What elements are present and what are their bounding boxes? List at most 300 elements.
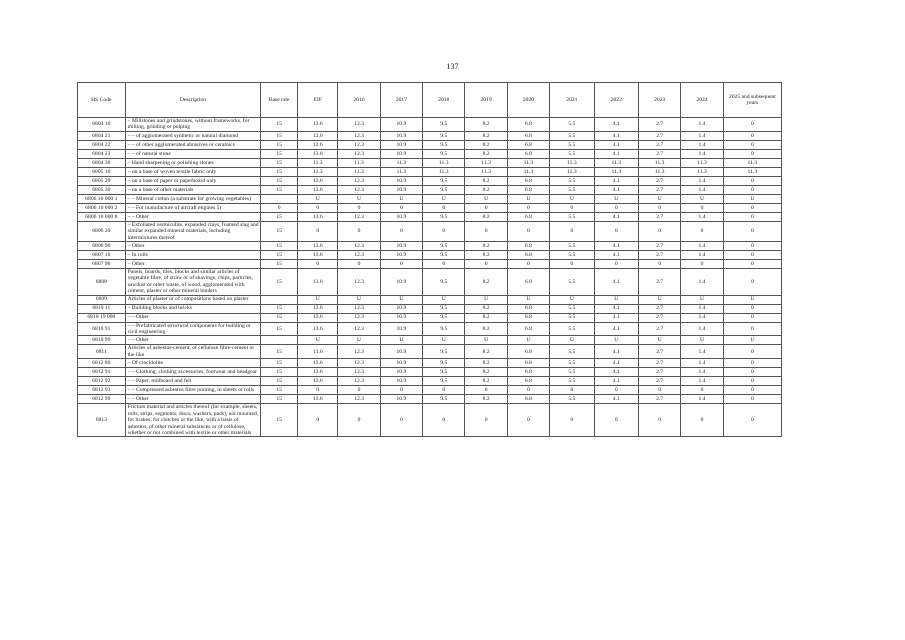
rate-cell: 2.7 xyxy=(639,395,681,404)
rate-cell: 10.9 xyxy=(380,368,422,377)
hs-code-cell: 6804 22 xyxy=(78,140,126,149)
rate-cell: 0 xyxy=(723,386,781,395)
rate-cell: 13.6 xyxy=(298,242,338,251)
rate-cell: 11.3 xyxy=(639,158,681,167)
rate-cell: 5.5 xyxy=(550,212,594,221)
rate-cell: 11.3 xyxy=(338,167,380,176)
rate-cell: 11.3 xyxy=(639,167,681,176)
rate-cell: 2.7 xyxy=(639,359,681,368)
rate-cell: 10.9 xyxy=(380,251,422,260)
rate-cell: 5.5 xyxy=(550,269,594,296)
description-cell: – – Other xyxy=(125,212,261,221)
rate-cell: 4.1 xyxy=(594,313,638,322)
rate-cell: 4.1 xyxy=(594,368,638,377)
rate-cell: 15 xyxy=(261,304,298,313)
rate-cell: 0 xyxy=(723,368,781,377)
rate-cell: 9.5 xyxy=(423,322,465,336)
rate-cell: 10.9 xyxy=(380,345,422,359)
rate-cell: 15 xyxy=(261,322,298,336)
table-row xyxy=(78,167,782,176)
rate-cell: U xyxy=(681,336,723,345)
rate-cell: 0 xyxy=(723,260,781,269)
rate-cell: 1.4 xyxy=(681,212,723,221)
hs-code-cell: 6811 xyxy=(78,345,126,359)
rate-cell: 9.5 xyxy=(423,269,465,296)
table-row xyxy=(78,313,782,322)
rate-cell: 2.7 xyxy=(639,140,681,149)
rate-cell: 12.3 xyxy=(338,131,380,140)
rate-cell: 5.5 xyxy=(550,251,594,260)
rate-cell: U xyxy=(594,194,638,203)
hs-code-cell: 6810 19 000 xyxy=(78,313,126,322)
rate-cell: 0 xyxy=(723,118,781,132)
rate-cell: 12.3 xyxy=(338,269,380,296)
rate-cell: 10.9 xyxy=(380,304,422,313)
rate-cell: 8.2 xyxy=(465,377,507,386)
rate-cell: 15 xyxy=(261,212,298,221)
rate-cell: U xyxy=(639,336,681,345)
rate-cell: 5.5 xyxy=(550,131,594,140)
rate-cell: 0 xyxy=(681,221,723,241)
rate-cell: 15 xyxy=(261,131,298,140)
description-cell: Articles of asbestos-cement, of cellulose fibre-cement or the like xyxy=(125,345,261,359)
rate-cell: 1.4 xyxy=(681,118,723,132)
table-row xyxy=(78,295,782,304)
hs-code-cell: 6812 91 xyxy=(78,368,126,377)
rate-cell: U xyxy=(550,194,594,203)
rate-cell: U xyxy=(550,336,594,345)
hs-code-cell: 6812 80 xyxy=(78,359,126,368)
rate-cell: 12.3 xyxy=(338,377,380,386)
rate-cell: 4.1 xyxy=(594,269,638,296)
rate-cell: 13.6 xyxy=(298,131,338,140)
rate-cell: 1.4 xyxy=(681,345,723,359)
description-cell: – – of agglomerated synthetic or natural diamond xyxy=(125,131,261,140)
table-row xyxy=(78,304,782,313)
table-row xyxy=(78,176,782,185)
rate-cell: 10.9 xyxy=(380,185,422,194)
rate-cell: 12.3 xyxy=(338,345,380,359)
hs-code-cell: 6805 10 xyxy=(78,167,126,176)
rate-cell xyxy=(261,194,298,203)
table-row xyxy=(78,260,782,269)
hs-code-cell: 6813 xyxy=(78,404,126,437)
rate-cell: 0 xyxy=(723,140,781,149)
rate-cell: 0 xyxy=(380,203,422,212)
hs-code-cell: 6804 21 xyxy=(78,131,126,140)
description-cell: – – Mineral cotton (a substrate for growing vegetables) xyxy=(125,194,261,203)
rate-cell: 6.8 xyxy=(507,212,549,221)
rate-cell: 0 xyxy=(723,203,781,212)
rate-cell: 0 xyxy=(723,176,781,185)
description-cell: – Exfoliated vermiculite, expanded clays, foamed slag and similar expanded mineral materials, including intermixtures thereof xyxy=(125,221,261,241)
rate-cell: 13.6 xyxy=(298,185,338,194)
rate-cell: 4.1 xyxy=(594,251,638,260)
description-cell: – – Prefabricated structural components for building or civil engineering xyxy=(125,322,261,336)
rate-cell: 0 xyxy=(298,260,338,269)
description-cell: – – For manufacture of aircraft engines 5) xyxy=(125,203,261,212)
rate-cell: 15 xyxy=(261,313,298,322)
rate-cell: 1.4 xyxy=(681,242,723,251)
rate-cell: 6.8 xyxy=(507,118,549,132)
rate-cell: 6.8 xyxy=(507,345,549,359)
rate-cell: 0 xyxy=(465,404,507,437)
rate-cell: 15 xyxy=(261,260,298,269)
rate-cell: 1.4 xyxy=(681,269,723,296)
rate-cell: 1.4 xyxy=(681,131,723,140)
rate-cell: 0 xyxy=(380,386,422,395)
rate-cell: 0 xyxy=(298,386,338,395)
rate-cell: U xyxy=(681,194,723,203)
rate-cell: 10.9 xyxy=(380,313,422,322)
rate-cell: 2.7 xyxy=(639,242,681,251)
rate-cell: 0 xyxy=(338,203,380,212)
rate-cell: 2.7 xyxy=(639,304,681,313)
rate-cell: 0 xyxy=(594,203,638,212)
rate-cell: U xyxy=(507,336,549,345)
table-row xyxy=(78,345,782,359)
hs-code-cell: 6809 xyxy=(78,295,126,304)
rate-cell: 13.6 xyxy=(298,304,338,313)
rate-cell: 0 xyxy=(723,345,781,359)
rate-cell: U xyxy=(594,336,638,345)
rate-cell: U xyxy=(423,194,465,203)
rate-cell: 0 xyxy=(261,203,298,212)
rate-cell: 9.5 xyxy=(423,242,465,251)
description-cell: Panels, boards, tiles, blocks and similar articles of vegetable fibre, of straw or of shavings, chips, particles, sawdust or other waste, of wood, agglomerated with cement, plaster or other mineral binders xyxy=(125,269,261,296)
rate-cell: 0 xyxy=(723,212,781,221)
rate-cell: 0 xyxy=(639,260,681,269)
rate-cell: 13.6 xyxy=(298,368,338,377)
rate-cell: 0 xyxy=(681,404,723,437)
rate-cell: 10.9 xyxy=(380,359,422,368)
column-header: HS Code xyxy=(78,83,126,118)
tariff-table xyxy=(77,82,782,437)
description-cell: – – Other xyxy=(125,395,261,404)
rate-cell: 6.8 xyxy=(507,313,549,322)
rate-cell: 13.6 xyxy=(298,395,338,404)
rate-cell: 6.8 xyxy=(507,368,549,377)
rate-cell: U xyxy=(681,295,723,304)
rate-cell: 11.3 xyxy=(465,167,507,176)
rate-cell: 0 xyxy=(465,221,507,241)
rate-cell: 11.3 xyxy=(380,158,422,167)
rate-cell: 6.8 xyxy=(507,149,549,158)
table-row xyxy=(78,336,782,345)
rate-cell: 15 xyxy=(261,359,298,368)
rate-cell: 0 xyxy=(723,377,781,386)
rate-cell: 5.5 xyxy=(550,242,594,251)
rate-cell: 15 xyxy=(261,221,298,241)
rate-cell: 0 xyxy=(639,221,681,241)
rate-cell: 8.2 xyxy=(465,359,507,368)
rate-cell: 13.6 xyxy=(298,359,338,368)
rate-cell: 5.5 xyxy=(550,304,594,313)
rate-cell: 2.7 xyxy=(639,212,681,221)
rate-cell: 0 xyxy=(639,203,681,212)
rate-cell: 15 xyxy=(261,149,298,158)
rate-cell: 5.5 xyxy=(550,149,594,158)
rate-cell: 0 xyxy=(723,131,781,140)
rate-cell: 15 xyxy=(261,158,298,167)
rate-cell: 0 xyxy=(723,221,781,241)
rate-cell: 2.7 xyxy=(639,251,681,260)
rate-cell: 5.5 xyxy=(550,140,594,149)
rate-cell: 9.5 xyxy=(423,395,465,404)
hs-code-cell: 6810 11 xyxy=(78,304,126,313)
hs-code-cell: 6804 30 xyxy=(78,158,126,167)
rate-cell: U xyxy=(338,194,380,203)
rate-cell: U xyxy=(423,336,465,345)
column-header: 2016 xyxy=(338,83,380,118)
rate-cell: 4.1 xyxy=(594,345,638,359)
rate-cell: 4.1 xyxy=(594,176,638,185)
rate-cell: 4.1 xyxy=(594,242,638,251)
rate-cell: 11.3 xyxy=(723,167,781,176)
table-row xyxy=(78,395,782,404)
hs-code-cell: 6812 93 xyxy=(78,386,126,395)
rate-cell: 9.5 xyxy=(423,251,465,260)
rate-cell: 8.2 xyxy=(465,131,507,140)
rate-cell: 13.6 xyxy=(298,118,338,132)
rate-cell: 4.1 xyxy=(594,304,638,313)
rate-cell: 11.3 xyxy=(507,167,549,176)
rate-cell: 12.3 xyxy=(338,359,380,368)
rate-cell: 1.4 xyxy=(681,368,723,377)
rate-cell: 2.7 xyxy=(639,377,681,386)
rate-cell: 12.3 xyxy=(338,149,380,158)
hs-code-cell: 6812 99 xyxy=(78,395,126,404)
rate-cell: 1.4 xyxy=(681,149,723,158)
rate-cell: 10.9 xyxy=(380,242,422,251)
table-row xyxy=(78,221,782,241)
table-row xyxy=(78,269,782,296)
rate-cell: 0 xyxy=(298,221,338,241)
rate-cell: 2.7 xyxy=(639,118,681,132)
hs-code-cell: 6808 xyxy=(78,269,126,296)
rate-cell: U xyxy=(723,194,781,203)
rate-cell: 5.5 xyxy=(550,345,594,359)
column-header: Base rate xyxy=(261,83,298,118)
column-header: 2023 xyxy=(639,83,681,118)
hs-code-cell: 6810 91 xyxy=(78,322,126,336)
rate-cell xyxy=(261,295,298,304)
description-cell: – – of natural stone xyxy=(125,149,261,158)
description-cell: – Hand sharpening or polishing stones xyxy=(125,158,261,167)
rate-cell: U xyxy=(380,194,422,203)
rate-cell: 5.5 xyxy=(550,176,594,185)
rate-cell: 6.8 xyxy=(507,140,549,149)
column-header: 2017 xyxy=(380,83,422,118)
rate-cell: 8.2 xyxy=(465,149,507,158)
column-header: 2021 xyxy=(550,83,594,118)
rate-cell: 11.3 xyxy=(681,167,723,176)
rate-cell: 0 xyxy=(423,203,465,212)
rate-cell: 4.1 xyxy=(594,140,638,149)
table-header-row xyxy=(78,83,782,118)
rate-cell: 0 xyxy=(594,386,638,395)
rate-cell: 15 xyxy=(261,386,298,395)
rate-cell: 5.5 xyxy=(550,368,594,377)
rate-cell: 2.7 xyxy=(639,149,681,158)
rate-cell: 1.4 xyxy=(681,304,723,313)
rate-cell: 0 xyxy=(507,221,549,241)
rate-cell: 10.9 xyxy=(380,395,422,404)
rate-cell: 4.1 xyxy=(594,322,638,336)
description-cell: – – Paper, millboard and felt xyxy=(125,377,261,386)
rate-cell: 11.3 xyxy=(723,158,781,167)
rate-cell: 0 xyxy=(380,260,422,269)
description-cell: – – Other xyxy=(125,336,261,345)
rate-cell: 11.3 xyxy=(550,167,594,176)
rate-cell: 11.3 xyxy=(594,167,638,176)
rate-cell: 15 xyxy=(261,185,298,194)
rate-cell: 10.9 xyxy=(380,118,422,132)
rate-cell: 4.1 xyxy=(594,131,638,140)
rate-cell: U xyxy=(507,194,549,203)
table-row xyxy=(78,386,782,395)
rate-cell: 0 xyxy=(507,404,549,437)
hs-code-cell: 6804 23 xyxy=(78,149,126,158)
hs-code-cell: 6805 30 xyxy=(78,185,126,194)
rate-cell: 6.8 xyxy=(507,185,549,194)
column-header: 2019 xyxy=(465,83,507,118)
rate-cell: 8.2 xyxy=(465,140,507,149)
rate-cell: 13.6 xyxy=(298,149,338,158)
rate-cell: 9.5 xyxy=(423,140,465,149)
rate-cell: 0 xyxy=(594,404,638,437)
column-header: 2024 xyxy=(681,83,723,118)
rate-cell: 5.5 xyxy=(550,395,594,404)
rate-cell: 0 xyxy=(465,203,507,212)
rate-cell: U xyxy=(380,295,422,304)
rate-cell: 0 xyxy=(723,149,781,158)
rate-cell: U xyxy=(465,336,507,345)
rate-cell: 0 xyxy=(507,203,549,212)
rate-cell: 0 xyxy=(298,404,338,437)
rate-cell: 0 xyxy=(298,203,338,212)
rate-cell: 6.8 xyxy=(507,395,549,404)
rate-cell: 4.1 xyxy=(594,212,638,221)
rate-cell: 11.3 xyxy=(681,158,723,167)
rate-cell: 1.4 xyxy=(681,313,723,322)
rate-cell: 0 xyxy=(338,386,380,395)
rate-cell: 0 xyxy=(723,269,781,296)
rate-cell: 6.8 xyxy=(507,176,549,185)
table-row xyxy=(78,203,782,212)
rate-cell: 11.3 xyxy=(594,158,638,167)
rate-cell: 0 xyxy=(681,203,723,212)
rate-cell: 5.5 xyxy=(550,377,594,386)
rate-cell: U xyxy=(507,295,549,304)
rate-cell: 13.6 xyxy=(298,251,338,260)
rate-cell: 0 xyxy=(639,404,681,437)
hs-code-cell: 6806 10 000 2 xyxy=(78,203,126,212)
hs-code-cell: 6806 90 xyxy=(78,242,126,251)
column-header: 2020 xyxy=(507,83,549,118)
rate-cell: 0 xyxy=(338,221,380,241)
rate-cell: 13.6 xyxy=(298,322,338,336)
rate-cell: 9.5 xyxy=(423,377,465,386)
rate-cell: 12.3 xyxy=(338,118,380,132)
hs-code-cell: 6810 99 xyxy=(78,336,126,345)
rate-cell: 5.5 xyxy=(550,322,594,336)
rate-cell: 8.2 xyxy=(465,395,507,404)
rate-cell: 0 xyxy=(639,386,681,395)
rate-cell: 15 xyxy=(261,251,298,260)
description-cell: – Millstones and grindstones, without frameworks, for milling, grinding or pulping xyxy=(125,118,261,132)
rate-cell: 15 xyxy=(261,242,298,251)
rate-cell: 11.3 xyxy=(423,158,465,167)
rate-cell: 13.6 xyxy=(298,313,338,322)
rate-cell: 0 xyxy=(594,221,638,241)
rate-cell: 9.5 xyxy=(423,176,465,185)
rate-cell: 5.5 xyxy=(550,359,594,368)
rate-cell: 11.3 xyxy=(298,158,338,167)
rate-cell: 15 xyxy=(261,345,298,359)
description-cell: – on a base of other materials xyxy=(125,185,261,194)
rate-cell: U xyxy=(723,336,781,345)
rate-cell: 0 xyxy=(723,185,781,194)
rate-cell: 4.1 xyxy=(594,377,638,386)
rate-cell: 9.5 xyxy=(423,368,465,377)
rate-cell: 0 xyxy=(723,359,781,368)
rate-cell: 12.3 xyxy=(338,322,380,336)
rate-cell: 11.3 xyxy=(423,167,465,176)
rate-cell: U xyxy=(380,336,422,345)
rate-cell: 0 xyxy=(550,260,594,269)
rate-cell: 0 xyxy=(338,404,380,437)
rate-cell: 15 xyxy=(261,118,298,132)
rate-cell: U xyxy=(723,295,781,304)
column-header: EIF xyxy=(298,83,338,118)
rate-cell: 13.6 xyxy=(298,212,338,221)
hs-code-cell: 6806 20 xyxy=(78,221,126,241)
rate-cell: 1.4 xyxy=(681,322,723,336)
rate-cell: 15 xyxy=(261,368,298,377)
description-cell: – Building blocks and bricks xyxy=(125,304,261,313)
rate-cell: 1.4 xyxy=(681,176,723,185)
rate-cell: U xyxy=(639,295,681,304)
rate-cell: 11.3 xyxy=(465,158,507,167)
rate-cell: 8.2 xyxy=(465,368,507,377)
description-cell: Friction material and articles thereof (for example, sheets, rolls, strips, segments, discs, washers, pads), not mounted, for brakes, for clutches or the like, with a basis of asbestos, of other mineral substances or of cellulose, whether or not combined with textile or other materials xyxy=(125,404,261,437)
rate-cell: 1.4 xyxy=(681,377,723,386)
rate-cell: 0 xyxy=(550,203,594,212)
rate-cell: 0 xyxy=(423,404,465,437)
rate-cell: U xyxy=(550,295,594,304)
rate-cell: 0 xyxy=(507,260,549,269)
rate-cell: 0 xyxy=(338,260,380,269)
rate-cell: 9.5 xyxy=(423,359,465,368)
rate-cell: 1.4 xyxy=(681,395,723,404)
rate-cell: 2.7 xyxy=(639,269,681,296)
hs-code-cell: 6807 90 xyxy=(78,260,126,269)
rate-cell: 12.3 xyxy=(338,251,380,260)
rate-cell: 0 xyxy=(723,242,781,251)
rate-cell xyxy=(261,336,298,345)
rate-cell: 4.1 xyxy=(594,149,638,158)
rate-cell: 15 xyxy=(261,377,298,386)
table-row xyxy=(78,359,782,368)
rate-cell: 9.5 xyxy=(423,118,465,132)
rate-cell: 6.8 xyxy=(507,131,549,140)
rate-cell: 0 xyxy=(465,386,507,395)
rate-cell: 15 xyxy=(261,140,298,149)
rate-cell: U xyxy=(298,295,338,304)
rate-cell: 12.3 xyxy=(338,368,380,377)
rate-cell: 15 xyxy=(261,404,298,437)
